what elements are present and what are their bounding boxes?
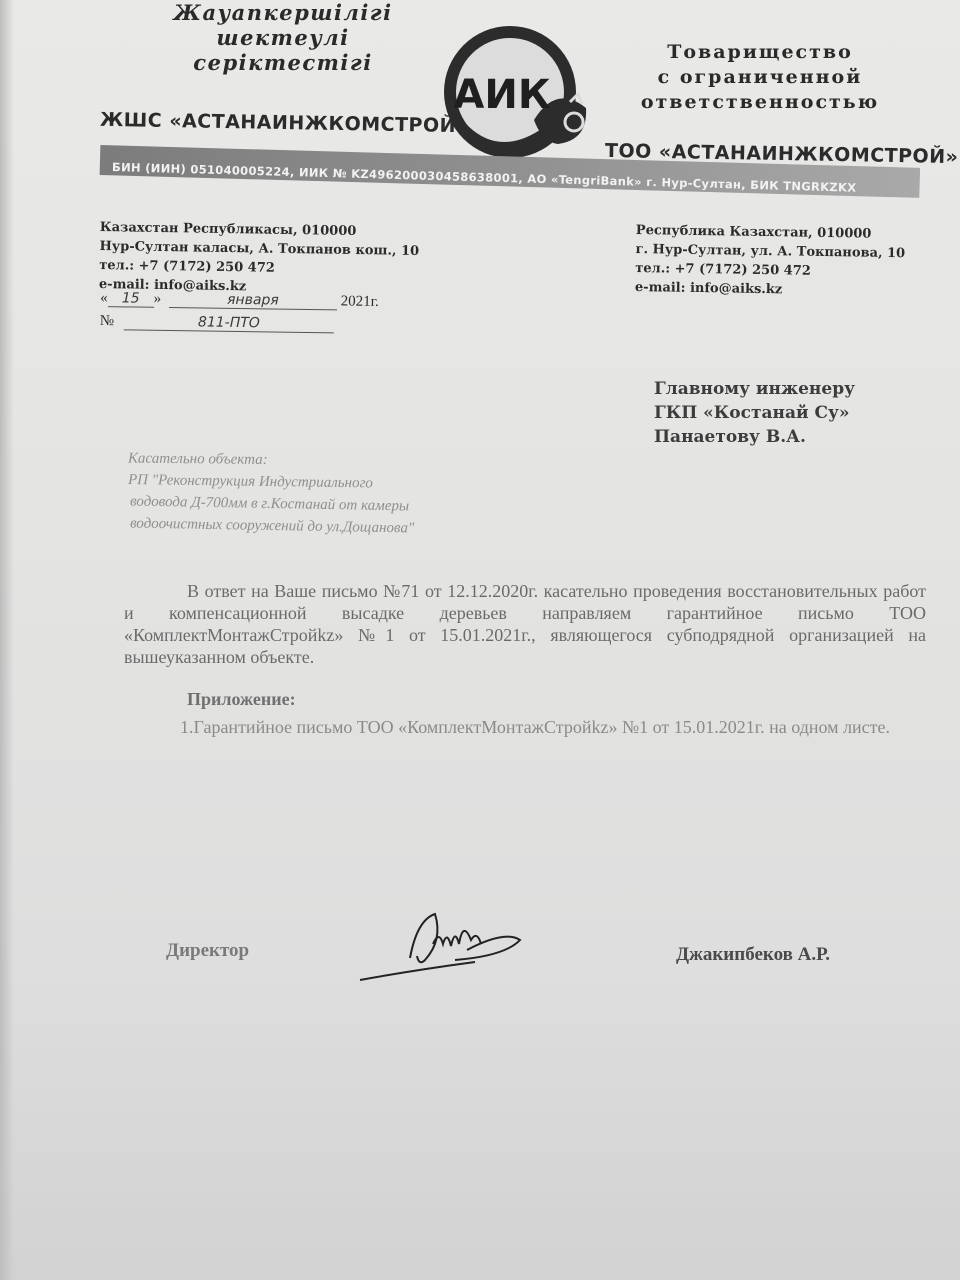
company-type-ru: Товарищество с ограниченной ответственностью — [640, 41, 880, 113]
body-paragraph: В ответ на Ваше письмо №71 от 12.12.2020г. касательно проведения восстановительных работ и компенсационной высадке деревьев направляем гарантийное письмо ТОО «КомплектМонтажСтройkz» №1 от 15.01.2021г., являющегося субподрядной организацией на вышеуказанном объекте. — [124, 581, 926, 667]
company-name-ru: ТОО «АСТАНАИНЖКОМСТРОЙ» — [604, 139, 959, 169]
page-shadow-edge — [0, 0, 14, 1280]
subject-block: Касательно объекта: РП "Реконструкция Индустриального водовода Д-700мм в г.Костанай от камеры водоочистных сооружений до ул.Дощанова" — [127, 450, 415, 537]
appendix-title: Приложение: — [187, 689, 296, 709]
address-kz: Казахстан Республикасы, 010000 Нур-Султан каласы, А. Токпанов кош., 10 тел.: +7 (7172) 250 472 e-mail: info@aiks.kz — [98, 219, 420, 295]
signatory-role: Директор — [166, 940, 250, 961]
date-day: 15 — [108, 290, 154, 308]
company-logo — [438, 20, 598, 170]
letter-date: « 15 » января 2021г. № 811-ПТО — [100, 290, 379, 334]
signatory-name: Джакипбеков А.Р. — [676, 944, 831, 965]
bank-details-text: БИН (ИИН) 051040005224, ИИК № KZ496200030458638001, АО «TengriBank» г. Нур-Султан, БИК TNGRKZKX — [111, 160, 857, 195]
logo-text: АИК — [453, 72, 551, 118]
company-name-kz: ЖШС «АСТАНАИНЖКОМСТРОЙ» — [99, 108, 469, 138]
letter-number: 811-ПТО — [124, 313, 334, 333]
company-type-kz: Жауапкершілігі шектеулі серіктестігі — [173, 0, 393, 75]
address-ru: Республика Казахстан, 010000 г. Нур-Султан, ул. А. Токпанова, 10 тел.: +7 (7172) 250 472 e-mail: info@aiks.kz — [634, 222, 906, 298]
date-month: января — [169, 291, 337, 310]
letter-body — [124, 580, 926, 668]
handwritten-signature — [355, 900, 535, 990]
appendix-item: 1.Гарантийное письмо ТОО «КомплектМонтажСтройkz» №1 от 15.01.2021г. на одном листе. — [180, 717, 891, 737]
addressee-block: Главному инженеру ГКП «Костанай Су» Панаетову В.А. — [654, 379, 855, 447]
date-year: 2021г. — [340, 293, 379, 310]
